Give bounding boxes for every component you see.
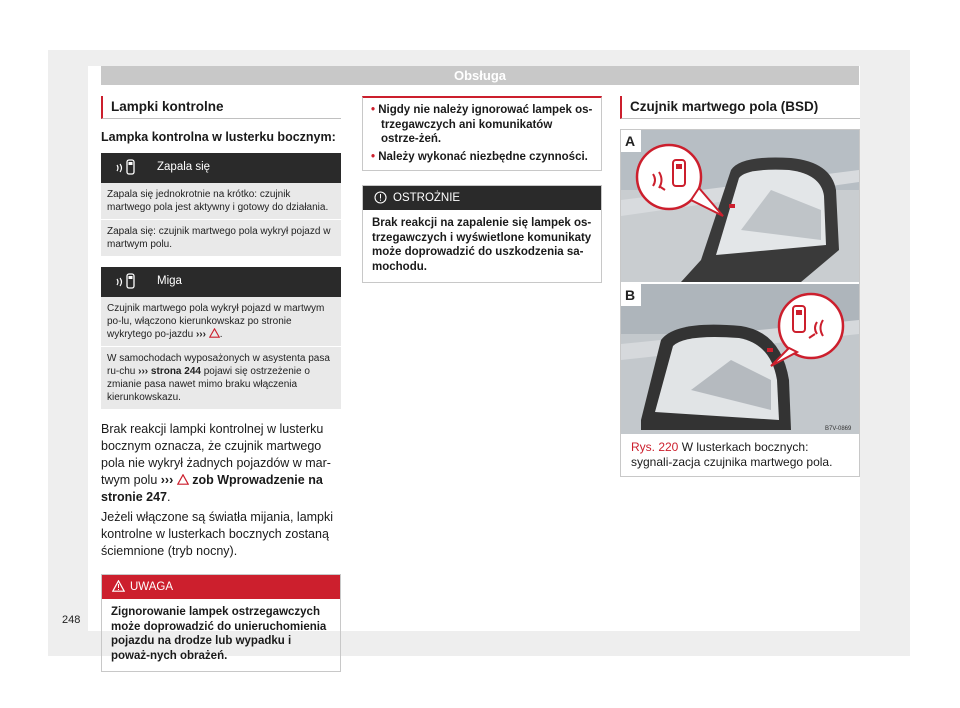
warning-box (101, 574, 341, 672)
band1-row-1: Zapala się jednokrotnie na krótko: czujnik martwego pola jest aktywny i gotowy do działania. (101, 183, 341, 219)
cross-ref-arrows[interactable]: ››› (138, 366, 149, 377)
caution-header (363, 186, 601, 210)
band1-row-2: Zapala się: czujnik martwego pola wykrył pojazd w martwym polu. (101, 219, 341, 256)
figure-box (620, 129, 860, 477)
band-label: Miga (157, 275, 182, 287)
blind-spot-indicator-icon (114, 273, 138, 291)
warning-triangle-icon (112, 580, 125, 592)
cross-ref-arrows[interactable]: ››› (160, 473, 174, 487)
figure-caption: Rys. 220 W lusterkach bocznych: sygnali-zacja czujnika martwego pola. (631, 440, 833, 469)
cross-ref-arrows[interactable]: ››› (195, 329, 206, 340)
panel-a-label: A (625, 133, 636, 149)
band2-row-2: W samochodach wyposażonych w asystenta pasa ru-chu ››› strona 244 pojawi się ostrzeżenie o zmianie pasa nawet mimo braku włączenia kierunkowskazu. (101, 346, 341, 409)
caution-text: Brak reakcji na zapalenie się lampek os-trzegawczych i wyświetlone komunikaty może doprowadzić do uszkodzenia sa-mochodu. (372, 217, 592, 273)
right-column (620, 96, 860, 477)
figure-ref: Rys. 220 (631, 440, 679, 454)
panel-b-label: B (625, 287, 636, 303)
caution-title: OSTROŻNIE (393, 192, 461, 204)
link-wprowadzenie[interactable]: zob Wprowadzenie na stronie 247 (101, 473, 323, 504)
warning-text: Zignorowanie lampek ostrzegawczych może doprowadzić do unieruchomienia pojazdu na drodze lub wypadku i poważ-nych obrażeń. (111, 606, 327, 662)
bullet-item: • Należy wykonać niezbędne czynności. (371, 150, 588, 163)
paragraph-night-mode: Jeżeli włączone są światła mijania, lampki kontrolne w lusterkach bocznych zostaną ściemnione (tryb nocny). (101, 510, 334, 558)
bullet-item: • Nigdy nie należy ignorować lampek os-trzegawczych ani komunikatów ostrze-żeń. (371, 104, 593, 145)
paragraph-no-reaction: Brak reakcji lampki kontrolnej w lusterku bocznym oznacza, że czujnik martwego pola nie wykrył żadnych pojazdów w mar-twym polu ››› zob Wprowadzenie na stronie 247. (101, 422, 331, 504)
figure-mirrors-illustration (621, 130, 859, 436)
warning-triangle-icon[interactable] (209, 328, 220, 338)
section-title-lampki: Lampki kontrolne (101, 96, 341, 119)
band-miga (101, 267, 341, 297)
warning-title: UWAGA (130, 581, 174, 593)
subheading-mirror-lamp: Lampka kontrolna w lusterku bocznym: (101, 130, 336, 144)
left-column (101, 96, 341, 672)
warning-triangle-icon[interactable] (177, 474, 189, 485)
caution-circle-icon (374, 191, 387, 204)
warning-header (102, 575, 340, 599)
middle-column (362, 96, 602, 283)
band2-row-1: Czujnik martwego pola wykrył pojazd w martwym po-lu, włączono kierunkowskaz po stronie wykrytego po-jazdu ››› . (101, 297, 341, 346)
band-label: Zapala się (157, 161, 211, 173)
page-link-244[interactable]: strona 244 (150, 366, 201, 377)
caution-box (362, 185, 602, 283)
page-number: 248 (62, 614, 81, 626)
warning-continuation-box (362, 96, 602, 171)
chapter-header: Obsługa (101, 66, 859, 85)
figure-code: B7V-0869 (825, 426, 852, 432)
band-zapala-sie (101, 153, 341, 183)
section-title-bsd: Czujnik martwego pola (BSD) (620, 96, 860, 119)
blind-spot-indicator-icon (114, 159, 138, 177)
